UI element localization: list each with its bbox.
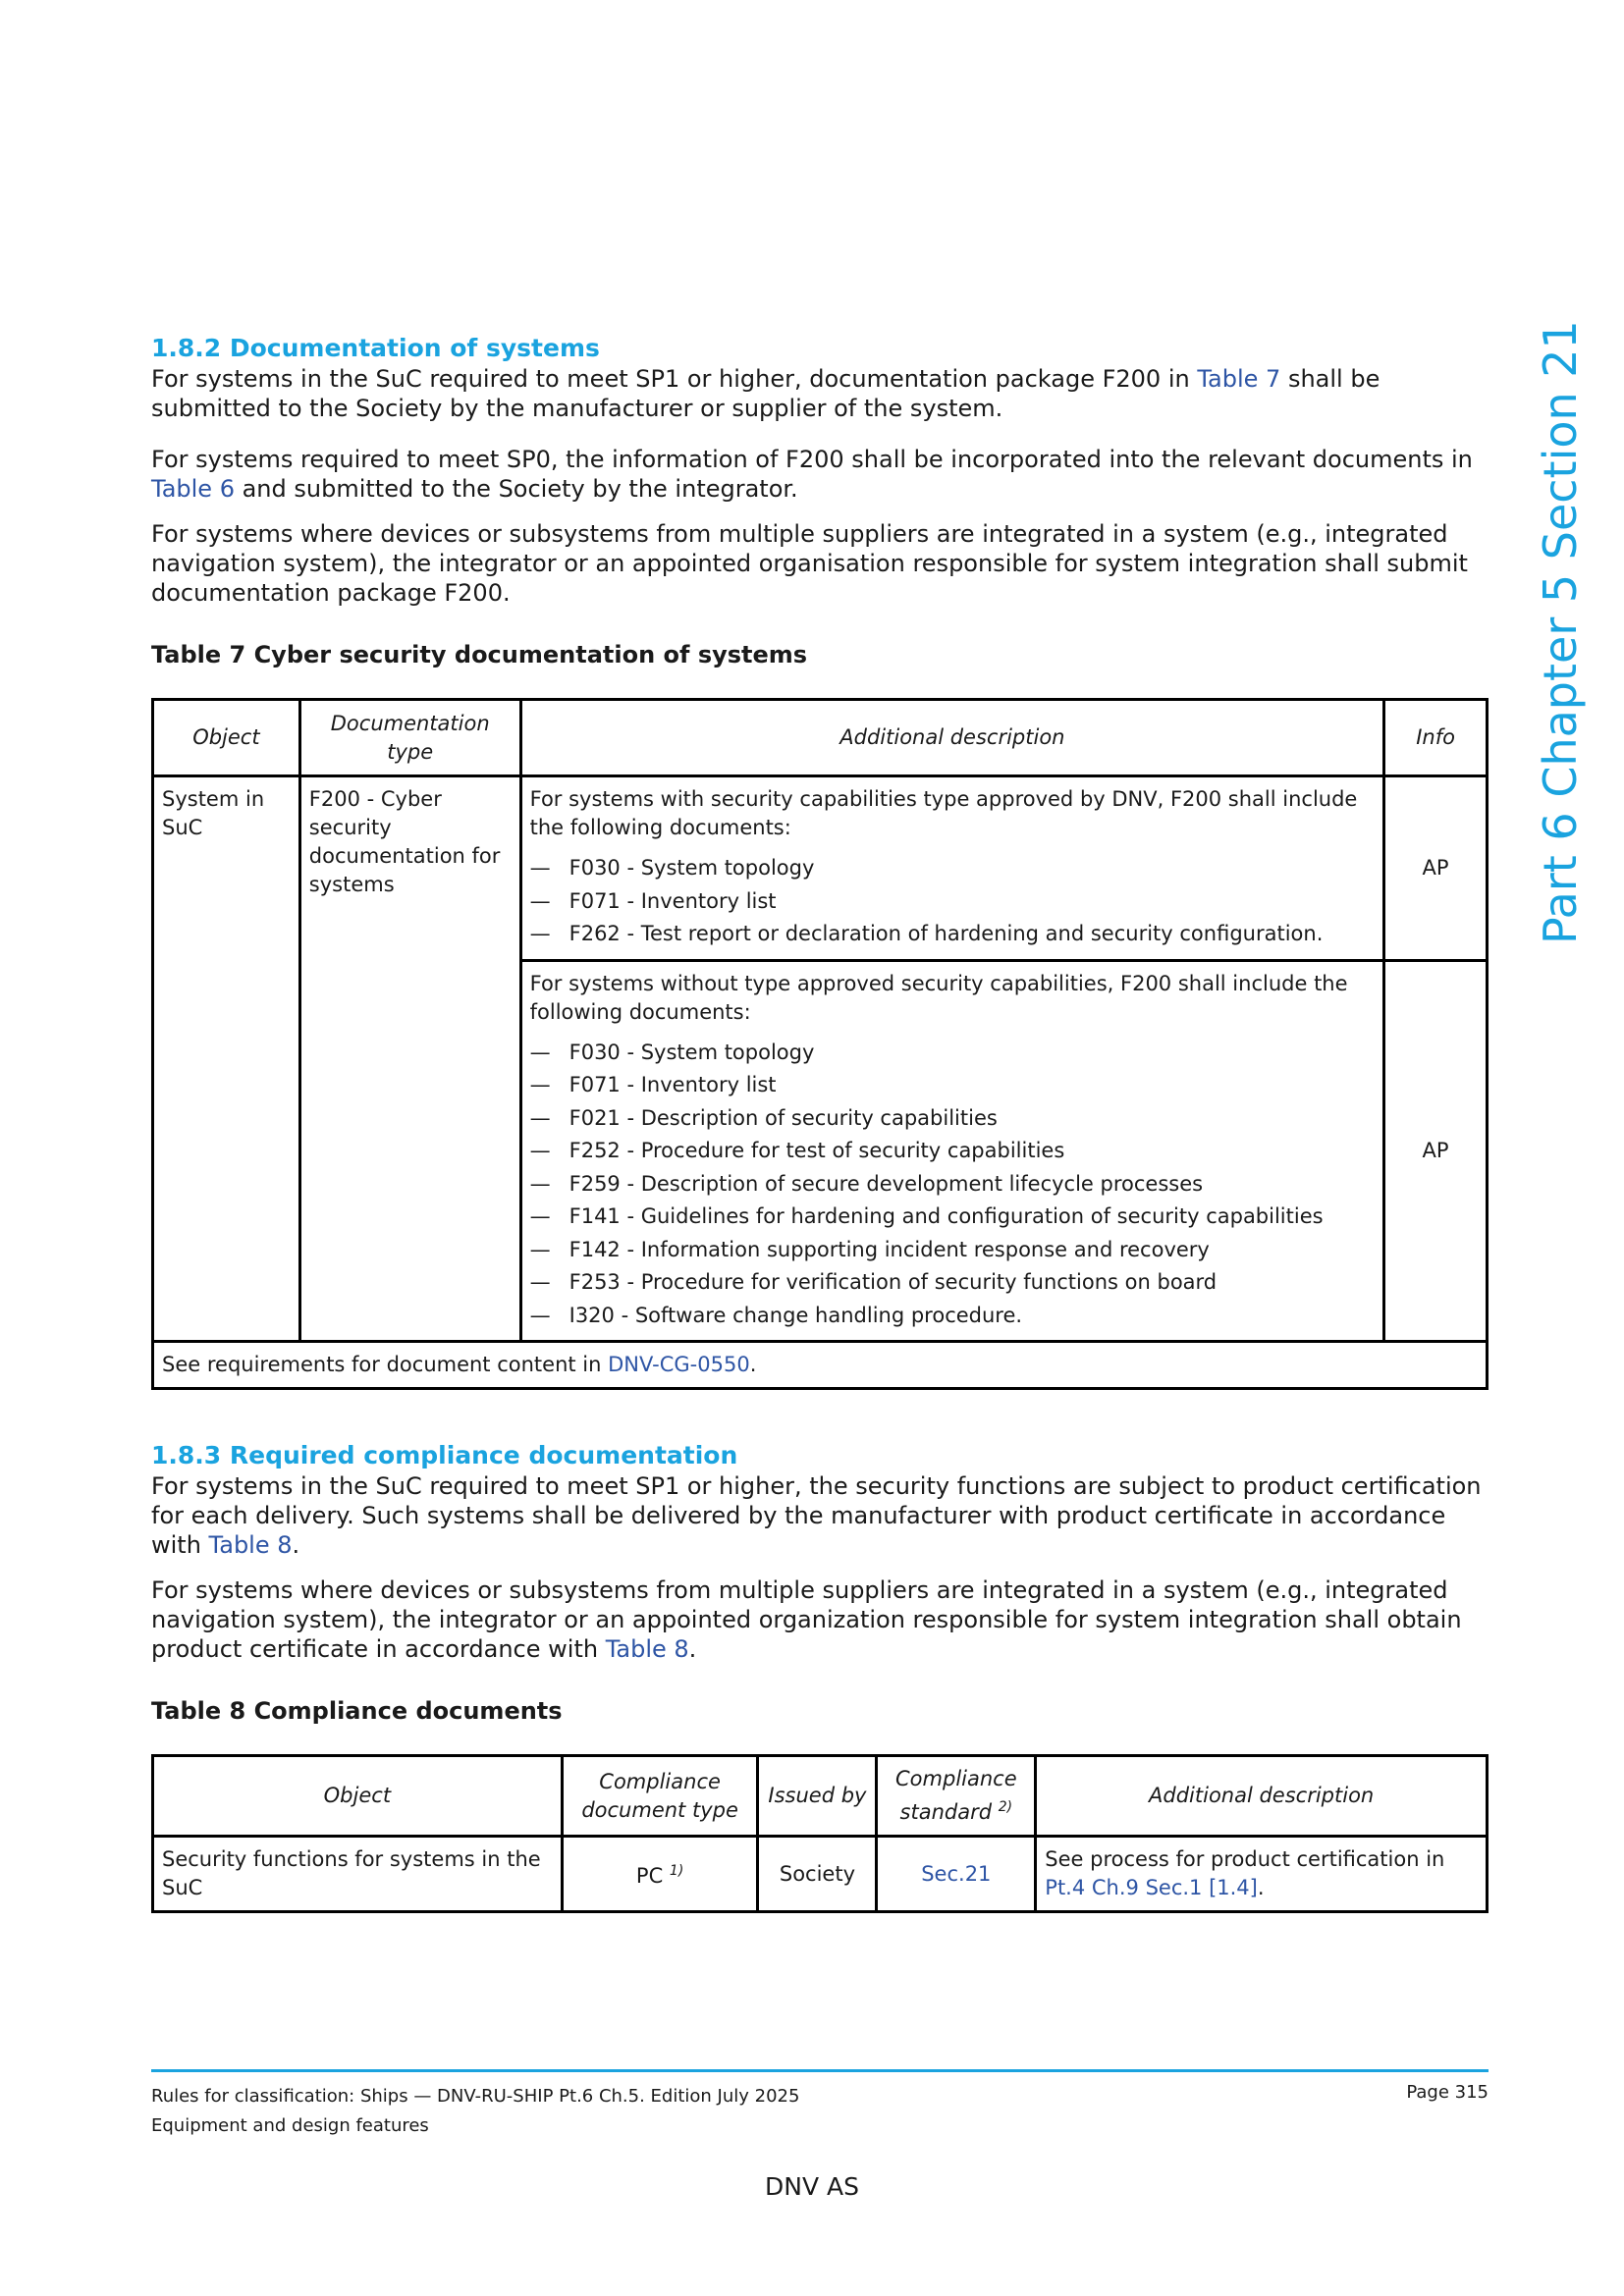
cell-object: Security functions for systems in the SuC [153,1837,563,1912]
list-item [530,1069,1376,1102]
table-8-link[interactable]: Table 8 [208,1531,293,1559]
section-heading-1-8-2: 1.8.2 Documentation of systems [151,334,600,362]
list-item [530,1037,1376,1070]
text: . [749,1353,757,1376]
list-item [530,885,1376,919]
footer-line-1: Rules for classification: Ships — DNV-RU-SHIP Pt.6 Ch.5. Edition July 2025 [151,2086,800,2107]
paragraph [151,364,1489,423]
text: See requirements for document content in [162,1353,609,1376]
table-7-caption: Table 7 Cyber security documentation of systems [151,641,808,668]
text: For systems required to meet SP0, the information of F200 shall be incorporated into the relevant documents in [151,446,1473,473]
text: . [1257,1876,1265,1899]
dash: — [529,888,551,913]
footer-line-2: Equipment and design features [151,2115,429,2136]
text: For systems in the SuC required to meet SP1 or higher, documentation package F200 in [151,365,1198,393]
footnote-marker: 2) [998,1799,1013,1815]
table-8-caption: Table 8 Compliance documents [151,1697,563,1725]
dash: — [529,1171,551,1196]
part-chapter-section-label: Part 6 Chapter 5 Section 21 [1534,320,1587,944]
table-8-link[interactable]: Table 8 [605,1635,689,1663]
dash: — [529,1105,551,1130]
page-number: Page 315 [1406,2082,1489,2103]
dash: — [529,1270,551,1294]
dash: — [529,1040,551,1064]
item-text: F021 - Description of security capabilities [568,1105,998,1130]
paragraph [151,1471,1489,1560]
list-item [530,918,1376,951]
paragraph [151,1575,1489,1664]
document-list [530,1037,1376,1333]
item-text: F142 - Information supporting incident response and recovery [568,1237,1210,1261]
col-header-compliance-document-type: Compliance document type [562,1756,758,1837]
dash: — [529,1237,551,1261]
text: . [688,1635,697,1663]
dash: — [529,856,551,880]
cell-info: AP [1384,776,1488,961]
item-text: F030 - System topology [568,1040,815,1064]
dash: — [529,1303,551,1327]
dash: — [529,922,551,945]
list-item [530,1168,1376,1201]
dash: — [529,1139,551,1162]
col-header-additional-description: Additional description [520,700,1384,776]
text: PC [635,1864,664,1888]
paragraph [151,445,1489,504]
pt4-ch9-sec1-link[interactable]: Pt.4 Ch.9 Sec.1 [1.4] [1045,1876,1258,1899]
dash: — [529,1073,551,1096]
table-8 [151,1754,1489,1913]
table-7 [151,698,1489,1390]
list-item [530,1300,1376,1333]
dash: — [529,1204,551,1228]
col-header-info: Info [1384,700,1488,776]
cell-description-without-ta [520,960,1384,1342]
item-text: F071 - Inventory list [568,1073,777,1096]
text: Compliance standard [895,1767,1017,1824]
col-header-additional-description: Additional description [1036,1756,1488,1837]
brand-name: DNV AS [765,2172,859,2201]
text: . [292,1531,300,1559]
table-6-link[interactable]: Table 6 [151,475,235,503]
list-item [530,1201,1376,1234]
list-item [530,1266,1376,1300]
item-text: I320 - Software change handling procedure. [568,1303,1023,1327]
sec-21-link[interactable]: Sec.21 [921,1861,992,1886]
cell-doc-type: F200 - Cyber security documentation for systems [299,776,520,1342]
list-item [530,1135,1376,1168]
list-item [530,1234,1376,1267]
document-list [530,852,1376,951]
col-header-object: Object [153,700,300,776]
description-intro: For systems with security capabilities type approved by DNV, F200 shall include the following documents: [529,787,1358,839]
cell-object: System in SuC [153,776,300,1342]
item-text: F259 - Description of secure development lifecycle processes [568,1171,1204,1196]
item-text: F253 - Procedure for verification of security functions on board [568,1270,1218,1294]
list-item [530,852,1376,885]
page-footer [151,2069,1489,2141]
cell-standard [877,1837,1036,1912]
table-7-footnote [153,1342,1488,1389]
text: and submitted to the Society by the integrator. [234,475,798,503]
col-header-documentation-type: Documentation type [299,700,520,776]
table-7-link[interactable]: Table 7 [1197,365,1281,393]
item-text: F252 - Procedure for test of security capabilities [568,1139,1065,1162]
col-header-compliance-standard [877,1756,1036,1837]
text: See process for product certification in [1045,1847,1445,1871]
cell-info: AP [1384,960,1488,1342]
col-header-issued-by: Issued by [758,1756,877,1837]
cell-description-with-ta [520,776,1384,961]
text: shall be submitted to the Society by the manufacturer or supplier of the system. [151,365,1380,422]
description-intro: For systems without type approved security capabilities, F200 shall include the following documents: [529,971,1348,1024]
footer-text [151,2082,1489,2141]
cell-issued-by: Society [758,1837,877,1912]
item-text: F262 - Test report or declaration of hardening and security configuration. [568,922,1324,945]
cell-description [1036,1837,1488,1912]
text: For systems where devices or subsystems from multiple suppliers are integrated in a system (e.g., integrated navigation system), the integrator or an appointed organization responsible for system integration shall obtain product certificate in accordance with [151,1576,1462,1663]
section-heading-1-8-3: 1.8.3 Required compliance documentation [151,1441,738,1469]
col-header-object: Object [153,1756,563,1837]
cell-doc-type [562,1837,758,1912]
text: For systems in the SuC required to meet SP1 or higher, the security functions are subject to product certification for each delivery. Such systems shall be delivered by the manufacturer with product certificate in accordance with [151,1472,1482,1559]
page-content [151,334,1489,1913]
footnote-marker: 1) [669,1863,684,1879]
paragraph: For systems where devices or subsystems from multiple suppliers are integrated in a system (e.g., integrated navigation system), the integrator or an appointed organisation responsible for system integration shall submit documentation package F200. [151,520,1468,607]
item-text: F141 - Guidelines for hardening and configuration of security capabilities [568,1204,1324,1228]
item-text: F071 - Inventory list [568,888,777,913]
list-item [530,1102,1376,1136]
dnv-cg-0550-link[interactable]: DNV-CG-0550 [608,1353,750,1376]
item-text: F030 - System topology [568,856,815,880]
